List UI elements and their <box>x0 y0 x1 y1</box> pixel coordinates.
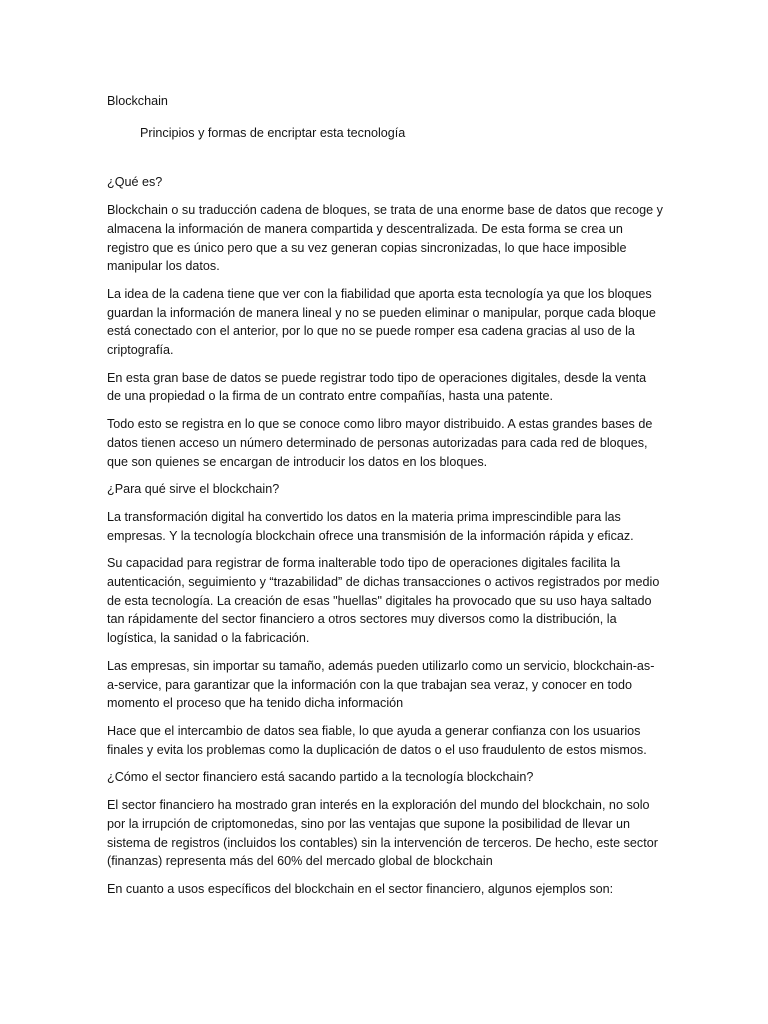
paragraph: Las empresas, sin importar su tamaño, además pueden utilizarlo como un servicio, blockchain-as-a-service, para garantizar que la información con la que trabajan sea veraz, y conocer en todo momento el proceso que ha tenido dicha información <box>107 658 655 711</box>
paragraph: Hace que el intercambio de datos sea fiable, lo que ayuda a generar confianza con los usuarios finales y evita los problemas como la duplicación de datos o el uso fraudulento de estos mismos. <box>107 723 647 757</box>
paragraph: En esta gran base de datos se puede registrar todo tipo de operaciones digitales, desde la venta de una propiedad o la firma de un contrato entre compañías, hasta una patente. <box>107 370 647 404</box>
section-sector-financiero <box>107 768 663 898</box>
section-que-es <box>107 173 663 471</box>
paragraph: Blockchain o su traducción cadena de bloques, se trata de una enorme base de datos que recoge y almacena la información de manera compartida y descentralizada. De esta forma se crea un registro que es único pero que a su vez generan copias sincronizadas, lo que hace imposible manipular los datos. <box>107 203 663 274</box>
section-heading: ¿Qué es? <box>107 175 163 190</box>
paragraph: El sector financiero ha mostrado gran interés en la exploración del mundo del blockchain, no solo por la irrupción de criptomonedas, sino por las ventajas que supone la posibilidad de llevar un sistema de registros (incluidos los contables) sin la intervención de terceros. De hecho, este sector (finanzas) representa más del 60% del mercado global de blockchain <box>107 798 658 869</box>
paragraph: La idea de la cadena tiene que ver con la fiabilidad que aporta esta tecnología ya que los bloques guardan la información de manera lineal y no se pueden eliminar o manipular, porque cada bloque está conectado con el anterior, por lo que no se puede romper esa cadena gracias al uso de la criptografía. <box>107 286 656 358</box>
paragraph: La transformación digital ha convertido los datos en la materia prima imprescindible para las empresas. Y la tecnología blockchain ofrece una transmisión de la información rápida y eficaz. <box>107 509 634 543</box>
document-subtitle: Principios y formas de encriptar esta tecnología <box>140 125 406 140</box>
section-para-que-sirve <box>107 480 663 759</box>
paragraph: En cuanto a usos específicos del blockchain en el sector financiero, algunos ejemplos son: <box>107 881 614 896</box>
document-title: Blockchain <box>107 94 168 108</box>
section-heading: ¿Para qué sirve el blockchain? <box>107 482 280 497</box>
paragraph: Su capacidad para registrar de forma inalterable todo tipo de operaciones digitales facilita la autenticación, seguimiento y “trazabilidad” de dichas transacciones o activos registrados por medio de esta tecnología. La creación de esas "huellas" digitales ha provocado que su uso haya saltado tan rápidamente del sector financiero a otros sectores muy diversos como la distribución, la logística, la sanidad o la fabricación. <box>107 556 660 646</box>
document-page <box>107 92 663 899</box>
paragraph: Todo esto se registra en lo que se conoce como libro mayor distribuido. A estas grandes bases de datos tienen acceso un número determinado de personas autorizadas para cada red de bloques, que son quienes se encargan de introducir los datos en los bloques. <box>107 417 653 469</box>
section-heading: ¿Cómo el sector financiero está sacando partido a la tecnología blockchain? <box>107 770 534 785</box>
